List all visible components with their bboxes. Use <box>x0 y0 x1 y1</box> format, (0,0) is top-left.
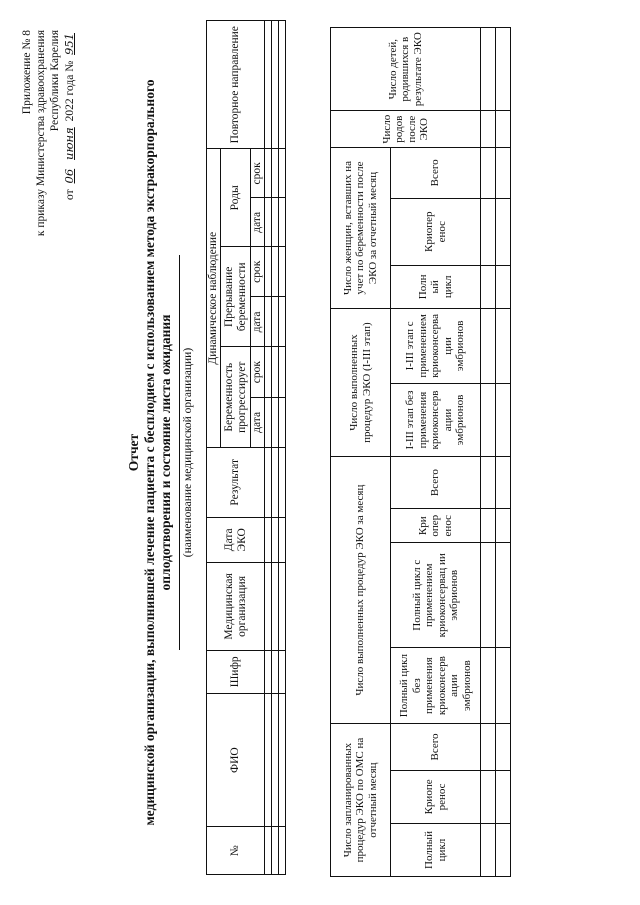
term-header: срок <box>251 347 265 397</box>
date-header: дата <box>251 297 265 347</box>
annex-number: Приложение № 8 <box>21 30 33 115</box>
annex-region: Республики Карелия <box>49 30 61 132</box>
annex-date-line <box>62 30 77 236</box>
group-dynamic-observation: Динамическое наблюдение <box>207 149 221 448</box>
done-procedures-header: Число выполненных процедур ЭКО за месяц <box>331 457 391 724</box>
total-header: Всего <box>391 148 481 199</box>
col-number: № <box>207 827 265 875</box>
monthly-summary-table <box>330 27 511 877</box>
col-eco-date: Дата ЭКО <box>207 517 265 563</box>
date-year: 2022 года № <box>64 60 76 122</box>
title-heading: Отчет <box>126 433 141 472</box>
col-result: Результат <box>207 448 265 517</box>
table-row <box>496 28 511 877</box>
full-cycle-short-header: Полн ый цикл <box>391 265 481 308</box>
col-repeat-referral: Повторное направление <box>207 21 265 149</box>
annex-order-ref: к приказу Министерства здравоохранения <box>35 30 47 237</box>
date-month: июня <box>62 127 76 160</box>
col-code: Шифр <box>207 650 265 693</box>
sub-pregnancy-interruption: Прерывание беременности <box>221 247 251 347</box>
col-fio: ФИО <box>207 693 265 827</box>
sub-pregnancy-progress: Беременность прогрессирует <box>221 347 251 448</box>
full-cycle-header: Полный цикл <box>391 824 481 877</box>
table-row <box>265 21 272 875</box>
planned-procedures-header: Число запланированных процедур ЭКО по ОМС на отчетный месяц <box>331 724 391 877</box>
births-header: Число родов после ЭКО <box>331 111 481 148</box>
stage-no-cryo-header: I-III этап без применения криоконсерв ации эмбрионов <box>391 383 481 456</box>
total-header: Всего <box>391 457 481 509</box>
annex-header <box>20 30 77 236</box>
order-number: 951 <box>62 33 76 55</box>
table-row <box>272 21 279 875</box>
cryo-transfer-header: Кри опер енос <box>391 509 481 543</box>
cryo-transfer-header: Криопе ренос <box>391 770 481 823</box>
patients-table <box>206 20 286 875</box>
sub-birth: Роды <box>221 149 251 247</box>
date-day: 06 <box>62 168 76 184</box>
term-header: срок <box>251 149 265 198</box>
title-line2: оплодотворения и состояние листа ожидания <box>158 314 173 591</box>
org-name-caption: (наименование медицинской организации) <box>182 347 194 558</box>
full-no-cryo-header: Полный цикл без применения криоконсерв ации эмбрионов <box>391 648 481 724</box>
date-prefix: от <box>64 189 76 200</box>
total-header: Всего <box>391 724 481 771</box>
registered-women-header: Число женщин, вставших на учет по беременности после ЭКО за отчетный месяц <box>331 148 391 309</box>
children-header: Число детей, родившихся в результате ЭКО <box>331 28 481 111</box>
term-header: срок <box>251 247 265 297</box>
date-header: дата <box>251 397 265 447</box>
date-header: дата <box>251 198 265 247</box>
report-title <box>126 0 174 905</box>
org-name-underline <box>178 255 180 650</box>
col-med-org: Медицинская организация <box>207 563 265 651</box>
table-row <box>481 28 496 877</box>
stage-with-cryo-header: I-III этап с применением криоконсерва ции эмбрионов <box>391 308 481 383</box>
cryo-transfer-header: Криопер енос <box>391 198 481 265</box>
table-row <box>279 21 286 875</box>
full-with-cryo-header: Полный цикл с применением криоконсервац ии эмбрионов <box>391 543 481 648</box>
title-line1: медицинской организации, выполнившей лечение пациента с бесплодием с использованием метода экстракорпорального <box>142 79 157 826</box>
done-stage-header: Число выполненных процедур ЭКО (I-III этап) <box>331 308 391 456</box>
